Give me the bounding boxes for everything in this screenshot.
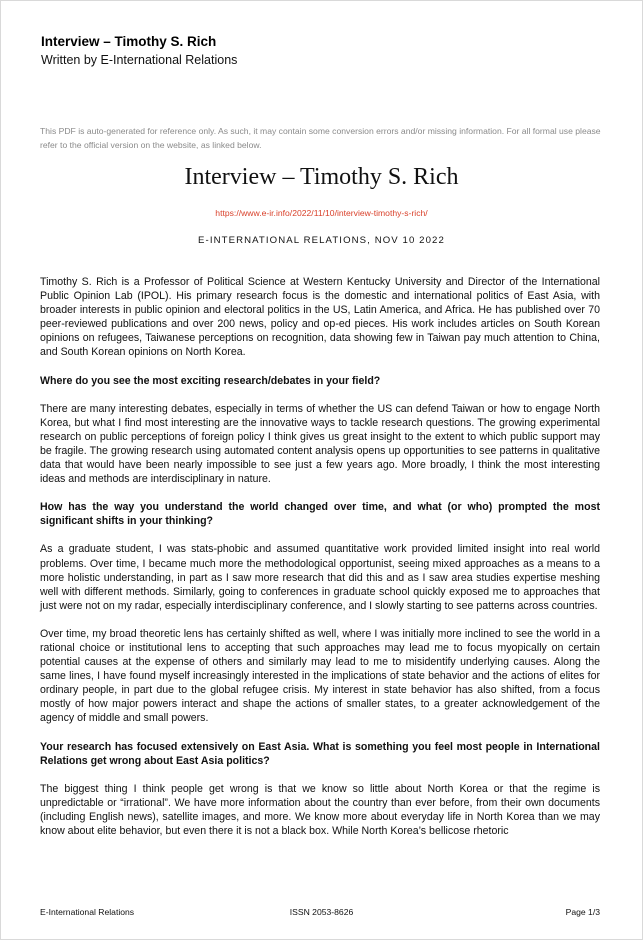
article-url-link[interactable]: https://www.e-ir.info/2022/11/10/interview-timothy-s-rich/ [215,208,428,218]
question-1: Where do you see the most exciting research/debates in your field? [40,374,381,387]
footer-publisher: E-International Relations [40,907,135,917]
footer-issn: ISSN 2053-8626 [289,907,354,917]
footer-page-number: Page 1/3 [565,907,600,917]
answer-1: There are many interesting debates, especially in terms of whether the US can defend Taiwan or how to engage North Korea, but what I find most interesting are the innovative ways to tackle research questions. The growing experimental research on public perceptions of foreign policy I think gives us great insight to the extent to which public support may be fragile. The growing research using automated content analysis opens up opportunities to see patterns in qualitative data that would have been nearly impossible to see just a few years ago. More broadly, I think the most interesting ideas and methods are interdisciplinary in nature. [40,402,600,486]
answer-2-paragraph-2: Over time, my broad theoretic lens has certainly shifted as well, where I was initially more inclined to see the world in a rational choice or institutional lens to accepting that such approaches may lead me to focus myopically on certain potential causes at the expense of others and similarly may lead to me to misidentify underlying causes. Along the same lines, I have found myself increasingly interested in the implications of state behavior and the actions of elites for ordinary people, in part due to the global refugee crisis. My interest in state behavior has also shifted, from a focus mostly of how major powers interact and shape the actions of smaller states, to a greater acknowledgement of the agency of middle and small powers. [40,627,600,725]
header-title: Interview – Timothy S. Rich [41,34,217,49]
header-subtitle: Written by E-International Relations [41,53,238,67]
article-title: Interview – Timothy S. Rich [184,164,459,190]
question-3: Your research has focused extensively on East Asia. What is something you feel most people in International Relations get wrong about East Asia politics? [40,740,600,767]
answer-2-paragraph-1: As a graduate student, I was stats-phobic and assumed quantitative work provided limited insight into real world problems. Over time, I became much more the methodological opportunist, seeing mixed approaches as a means to a more holistic understanding, in part as I saw more research that did this and as I saw area studies expertise meshing well with different methods. Similarly, going to conferences in graduate school quickly exposed me to approaches that just were not on my radar, especially interdisciplinary conference, and I slowly starting to see patterns across countries. [40,543,600,612]
pdf-notice: This PDF is auto-generated for reference only. As such, it may contain some conversion errors and/or missing information. For all formal use please refer to the official version on the website, as linked below. [40,126,601,150]
article-byline: E-INTERNATIONAL RELATIONS, NOV 10 2022 [198,235,445,246]
intro-paragraph: Timothy S. Rich is a Professor of Political Science at Western Kentucky University and Director of the International Public Opinion Lab (IPOL). His primary research focus is the domestic and international politics of East Asia, with broader interests in public opinion and electoral politics in the US, Latin America, and Africa. He has published over 70 peer-reviewed publications and over 200 news, policy and op-ed pieces. His work includes articles on South Korean opinions on refugees, Taiwanese perceptions on recognition, data showing few in Taiwan pay much attention to China, and South Korean opinions on North Korea. [40,276,600,359]
answer-3: The biggest thing I think people get wrong is that we know so little about North Korea or that the regime is unpredictable or “irrational”. We have more information about the country than ever before, from their own documents (including English news), satellite images, and more. We know more about everyday life in North Korea than we may know about elite behavior, but even there it is not a black box. While North Korea’s bellicose rhetoric [40,782,600,837]
article-body [40,275,600,838]
question-2: How has the way you understand the world changed over time, and what (or who) prompted the most significant shifts in your thinking? [40,501,600,528]
